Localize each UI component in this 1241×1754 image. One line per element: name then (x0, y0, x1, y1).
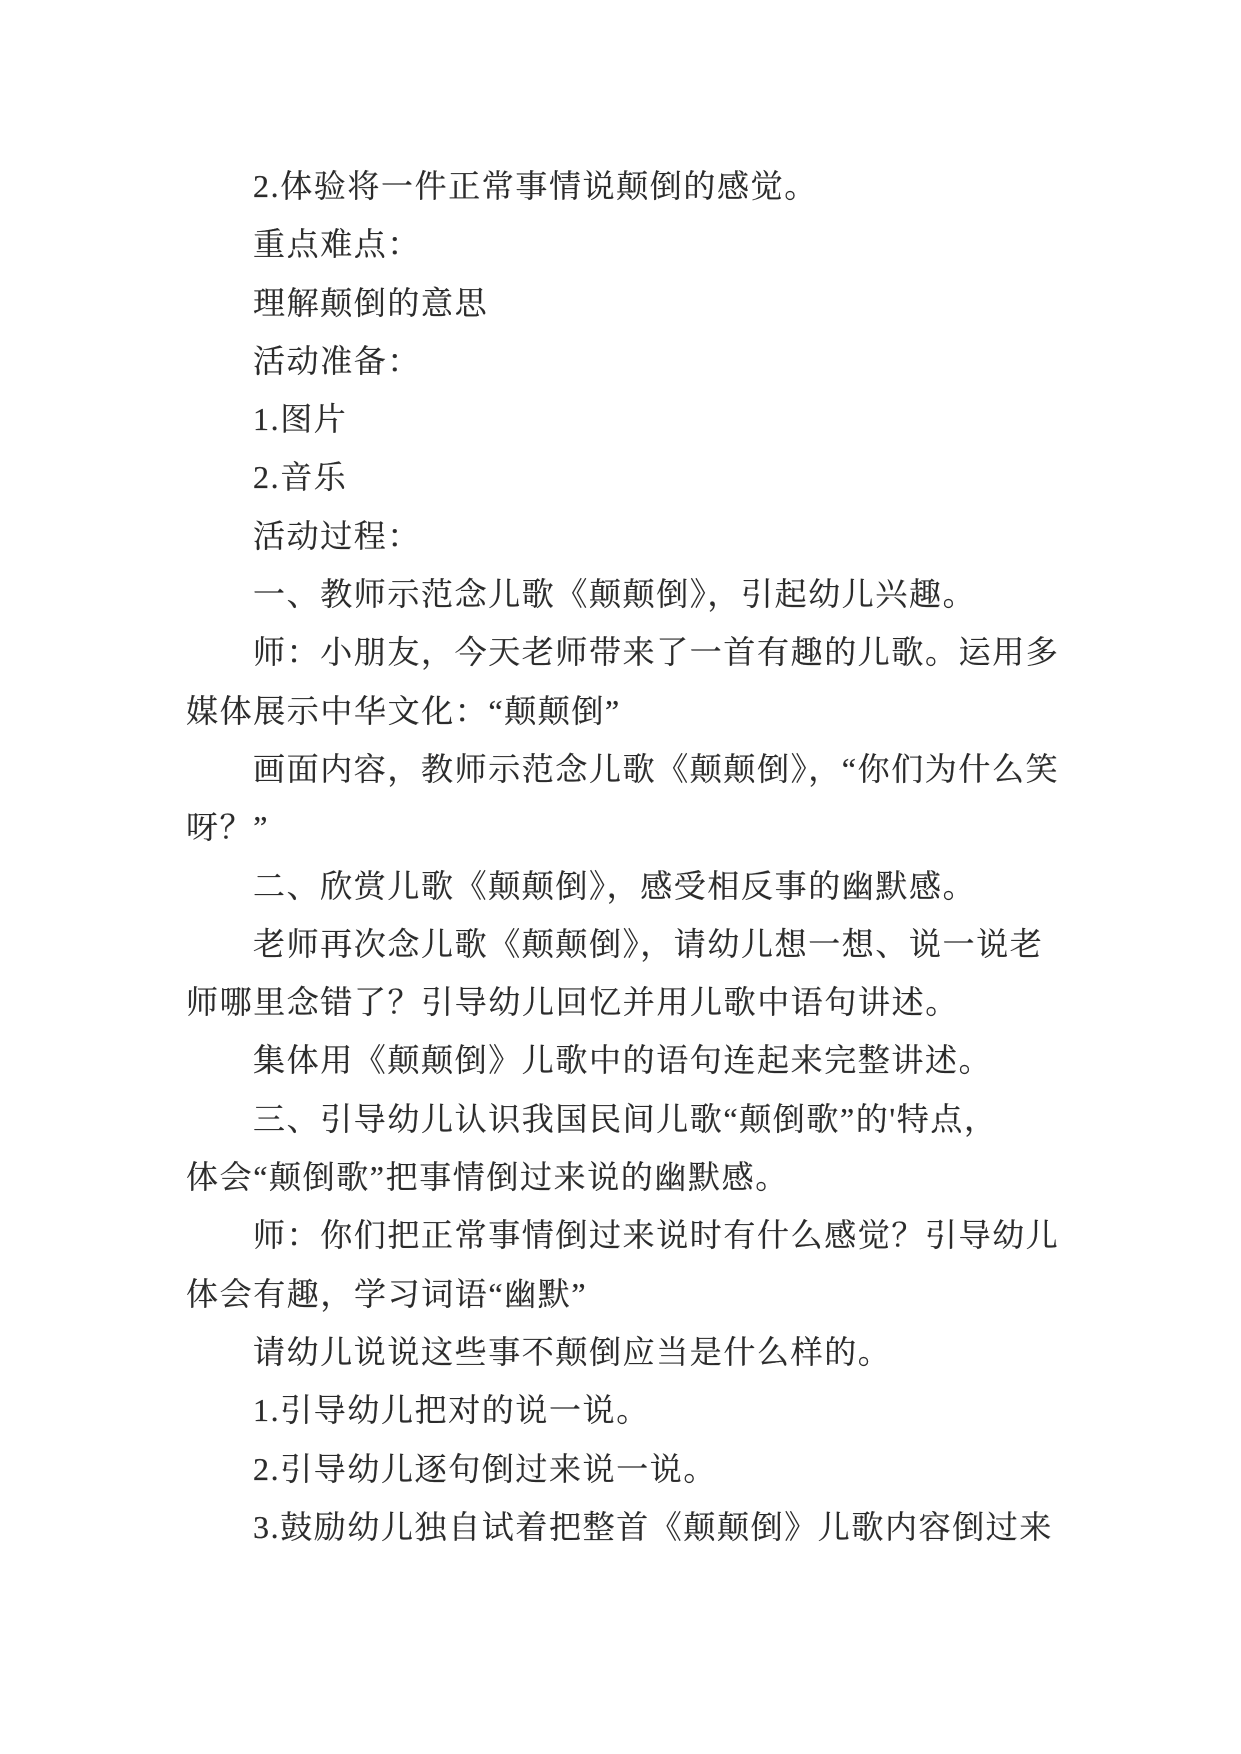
text-line: 请幼儿说说这些事不颠倒应当是什么样的。 (253, 1333, 892, 1370)
text-line: 呀？” (186, 809, 270, 846)
text-line: 老师再次念儿歌《颠颠倒》，请幼儿想一想、说一说老 (253, 925, 1044, 962)
text-line: 体会有趣，学习词语“幽默” (186, 1275, 588, 1312)
text-line: 三、引导幼儿认识我国民间儿歌“颠倒歌”的'特点， (253, 1100, 998, 1137)
text-line: 师：小朋友，今天老师带来了一首有趣的儿歌。运用多 (253, 634, 1060, 671)
text-line: 师哪里念错了？引导幼儿回忆并用儿歌中语句讲述。 (186, 984, 959, 1021)
text-line: 活动准备： (253, 342, 422, 379)
text-line: 体会“颠倒歌”把事情倒过来说的幽默感。 (186, 1159, 789, 1196)
text-line: 1.引导幼儿把对的说一说。 (253, 1392, 650, 1429)
text-line: 媒体展示中华文化：“颠颠倒” (186, 692, 621, 729)
text-line: 画面内容，教师示范念儿歌《颠颠倒》，“你们为什么笑 (253, 750, 1060, 787)
text-line: 理解颠倒的意思 (253, 284, 489, 321)
text-line: 活动过程： (253, 517, 422, 554)
text-line: 一、教师示范念儿歌《颠颠倒》，引起幼儿兴趣。 (253, 576, 977, 613)
text-line: 集体用《颠颠倒》儿歌中的语句连起来完整讲述。 (253, 1042, 993, 1079)
text-line: 重点难点： (253, 226, 422, 263)
text-line: 3.鼓励幼儿独自试着把整首《颠颠倒》儿歌内容倒过来 (253, 1508, 1054, 1545)
text-line: 2.引导幼儿逐句倒过来说一说。 (253, 1450, 718, 1487)
text-line: 师：你们把正常事情倒过来说时有什么感觉？引导幼儿 (253, 1217, 1060, 1254)
document-body (186, 157, 1058, 1556)
text-line: 2.音乐 (253, 459, 348, 496)
text-line: 1.图片 (253, 401, 348, 438)
text-line: 二、欣赏儿歌《颠颠倒》，感受相反事的幽默感。 (253, 867, 977, 904)
text-line: 2.体验将一件正常事情说颠倒的感觉。 (253, 168, 818, 204)
